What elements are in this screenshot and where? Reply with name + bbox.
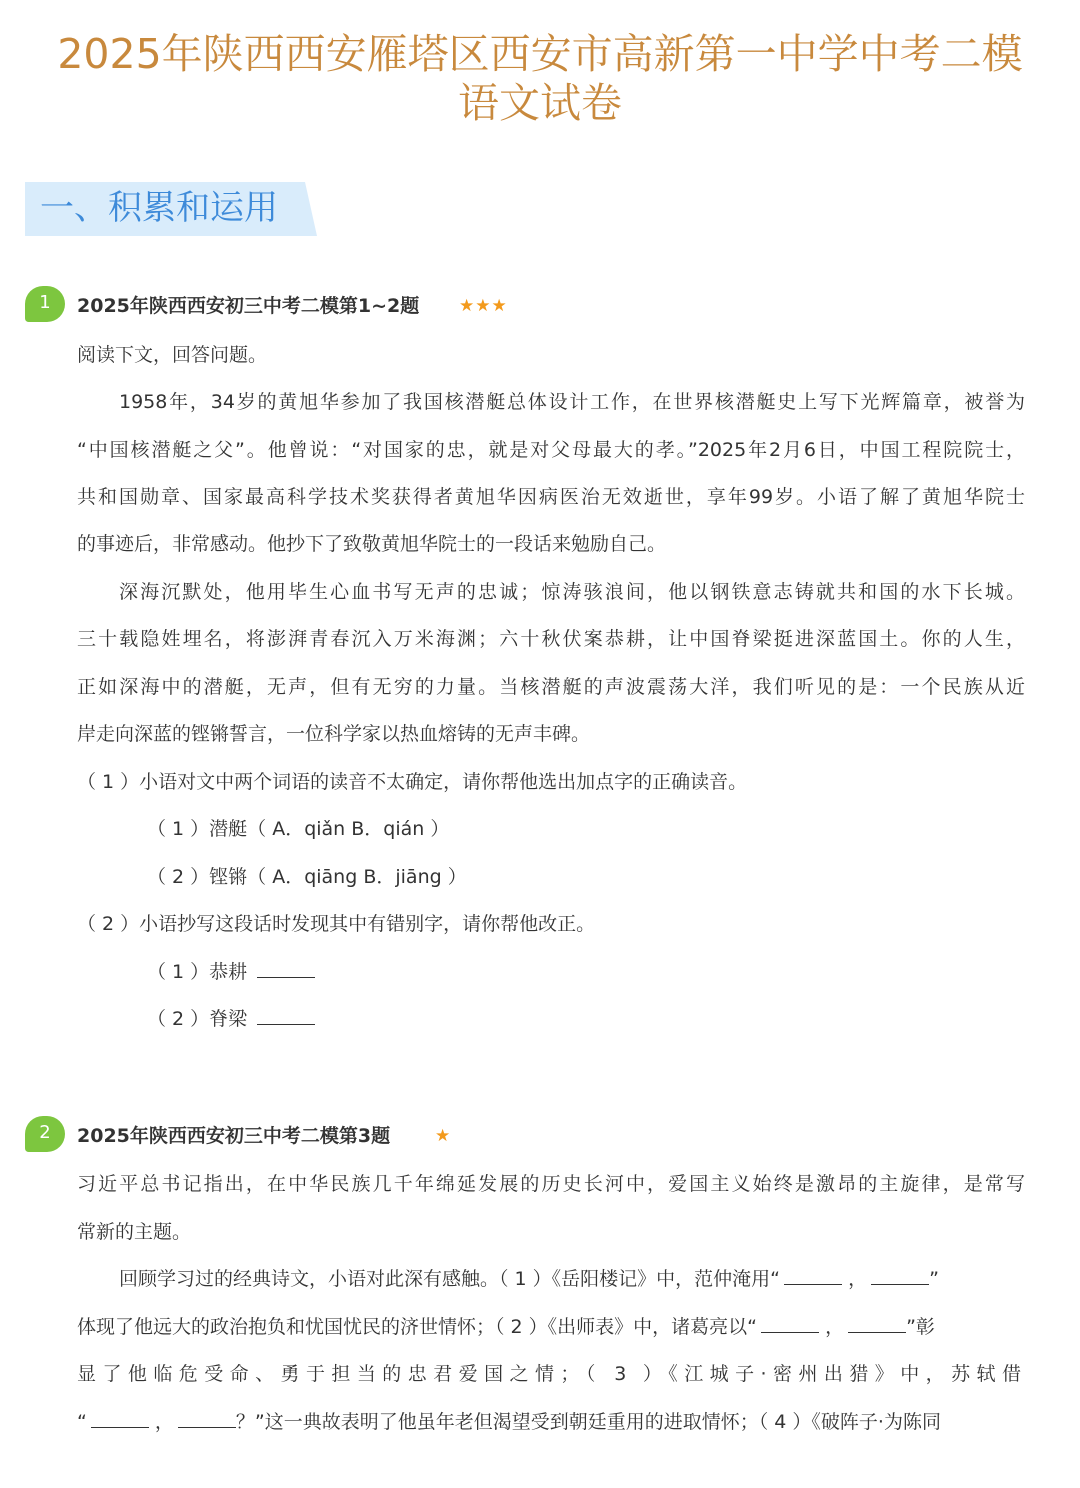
answer-blank[interactable] — [257, 1006, 315, 1025]
punctuation: ， — [825, 1316, 845, 1338]
paragraph-text: ？”这一典故表明了他虽年老但渴望受到朝廷重用的进取情怀；（ 4 ）《破阵子·为陈同 — [235, 1411, 941, 1433]
paragraph-line — [77, 1407, 1025, 1437]
difficulty-stars: ★ — [435, 1126, 452, 1146]
paragraph-line: 共和国勋章、国家最高科学技术奖获得者黄旭华因病医治无效逝世，享年99岁。小语了解了黄旭华院士 — [77, 486, 1025, 508]
option-label: （ 2 ）脊梁 — [147, 1008, 248, 1030]
paragraph-line: 常新的主题。 — [77, 1221, 192, 1243]
page-title — [20, 30, 1060, 128]
paragraph-line — [119, 1264, 1025, 1294]
question-number-badge: 2 — [25, 1116, 65, 1152]
sub-question-1: （ 1 ）小语对文中两个词语的读音不太确定，请你帮他选出加点字的正确读音。 — [77, 771, 748, 793]
punctuation: ， — [848, 1268, 868, 1290]
paragraph-line: 深海沉默处，他用毕生心血书写无声的忠诚；惊涛骇浪间，他以钢铁意志铸就共和国的水下长城。 — [119, 581, 1025, 603]
question-intro: 阅读下文，回答问题。 — [77, 344, 268, 366]
sub-question-option: （ 1 ）潜艇（ A．qiǎn B．qián ） — [147, 818, 450, 840]
answer-blank[interactable] — [784, 1266, 842, 1285]
answer-blank[interactable] — [91, 1409, 149, 1428]
paragraph-line: 习近平总书记指出，在中华民族几千年绵延发展的历史长河中，爱国主义始终是激昂的主旋律，是常写 — [77, 1173, 1025, 1195]
paragraph-text: 体现了他远大的政治抱负和忧国忧民的济世情怀；（ 2 ）《出师表》中，诸葛亮以“ — [77, 1316, 758, 1338]
question-heading: 2025年陕西西安初三中考二模第1~2题 — [77, 295, 420, 317]
punctuation: ” — [929, 1268, 939, 1290]
punctuation: ”彰 — [906, 1316, 935, 1338]
paragraph-text: 回顾学习过的经典诗文，小语对此深有感触。（ 1 ）《岳阳楼记》中，范仲淹用“ — [119, 1268, 781, 1290]
answer-blank[interactable] — [871, 1266, 929, 1285]
sub-question-option — [147, 957, 1025, 987]
punctuation: “ — [77, 1411, 87, 1433]
answer-blank[interactable] — [257, 959, 315, 978]
paragraph-line: “中国核潜艇之父”。他曾说：“对国家的忠，就是对父母最大的孝。”2025年2月6日，中国工程院院士， — [77, 439, 1025, 461]
title-line-2: 语文试卷 — [458, 79, 622, 127]
paragraph-line: 的事迹后，非常感动。他抄下了致敬黄旭华院士的一段话来勉励自己。 — [77, 533, 667, 555]
paragraph-line: 正如深海中的潜艇，无声，但有无穷的力量。当核潜艇的声波震荡大洋，我们听见的是：一个民族从近 — [77, 676, 1025, 698]
question-heading: 2025年陕西西安初三中考二模第3题 — [77, 1125, 391, 1147]
paragraph-line: 三十载隐姓埋名，将澎湃青春沉入万米海渊；六十秋伏案恭耕，让中国脊梁挺进深蓝国土。你的人生， — [77, 628, 1025, 650]
title-line-1: 2025年陕西西安雁塔区西安市高新第一中学中考二模 — [57, 30, 1023, 78]
sub-question-option — [147, 1004, 1025, 1034]
paragraph-line — [77, 1312, 1025, 1342]
punctuation: ， — [154, 1411, 174, 1433]
answer-blank[interactable] — [848, 1314, 906, 1333]
option-label: （ 1 ）恭耕 — [147, 961, 248, 983]
section-title: 一、积累和运用 — [40, 188, 278, 228]
answer-blank[interactable] — [178, 1409, 236, 1428]
sub-question-2: （ 2 ）小语抄写这段话时发现其中有错别字，请你帮他改正。 — [77, 913, 596, 935]
paragraph-line: 显了他临危受命、勇于担当的忠君爱国之情；（ 3 ）《江城子·密州出猎》中，苏轼借 — [77, 1363, 1025, 1385]
difficulty-stars: ★★★ — [459, 296, 508, 316]
sub-question-option: （ 2 ）铿锵（ A．qiāng B．jiāng ） — [147, 866, 467, 888]
paragraph-line: 1958年，34岁的黄旭华参加了我国核潜艇总体设计工作，在世界核潜艇史上写下光辉篇章，被誉为 — [119, 391, 1025, 413]
question-number-badge: 1 — [25, 286, 65, 322]
answer-blank[interactable] — [761, 1314, 819, 1333]
paragraph-line: 岸走向深蓝的铿锵誓言，一位科学家以热血熔铸的无声丰碑。 — [77, 723, 591, 745]
